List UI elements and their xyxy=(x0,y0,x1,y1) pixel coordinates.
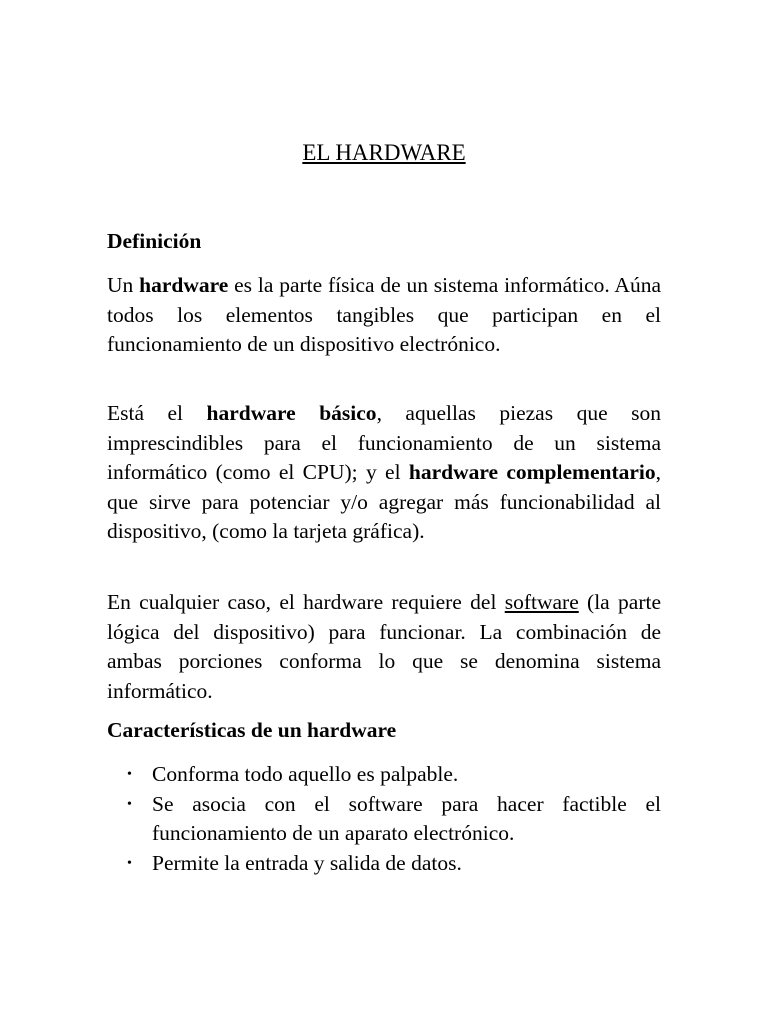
text-run: es la parte física de un sistema informático. Aúna todos los elementos tangibles que participan en el funcionamiento de un dispositivo electrónico. xyxy=(107,273,661,357)
underlined-term: software xyxy=(504,590,579,614)
bold-term: hardware básico xyxy=(206,401,377,425)
list-item-text: Permite la entrada y salida de datos. xyxy=(152,850,462,875)
list-item-text: Conforma todo aquello es palpable. xyxy=(152,762,459,786)
list-item-text: Se asocia con el software para hacer factible el funcionamiento de un aparato electrónico. xyxy=(152,791,661,846)
list-item xyxy=(107,790,661,849)
paragraph-hardware-types xyxy=(107,399,661,547)
text-run: , aquellas piezas que son imprescindibles para el funcionamiento de un sistema informático (como el CPU); y el xyxy=(107,401,661,485)
text-run: , que sirve para potenciar y/o agregar más funcionabilidad al dispositivo, (como la tarjeta gráfica). xyxy=(107,460,661,544)
bold-term: hardware complementario xyxy=(408,460,656,485)
section-heading-caracteristicas: Características de un hardware xyxy=(107,718,397,742)
list-item xyxy=(107,849,661,879)
section-heading-definicion: Definición xyxy=(107,229,202,253)
paragraph-software-relation xyxy=(107,588,661,706)
bullet-icon: • xyxy=(127,767,132,782)
characteristics-list xyxy=(107,760,661,878)
text-run: En cualquier caso, el hardware requiere del xyxy=(107,590,505,614)
text-run: Un xyxy=(107,273,140,297)
text-run: (la parte lógica del dispositivo) para funcionar. La combinación de ambas porciones conforma lo que se denomina sistema informático. xyxy=(107,590,661,703)
text-run: Está el xyxy=(107,401,207,425)
document-title-text: EL HARDWARE xyxy=(302,140,466,165)
paragraph-definition xyxy=(107,271,661,360)
bullet-icon: • xyxy=(127,855,132,871)
list-item xyxy=(107,760,661,790)
document-title xyxy=(0,138,768,168)
bullet-icon: • xyxy=(127,796,132,812)
bold-term: hardware xyxy=(139,273,229,297)
